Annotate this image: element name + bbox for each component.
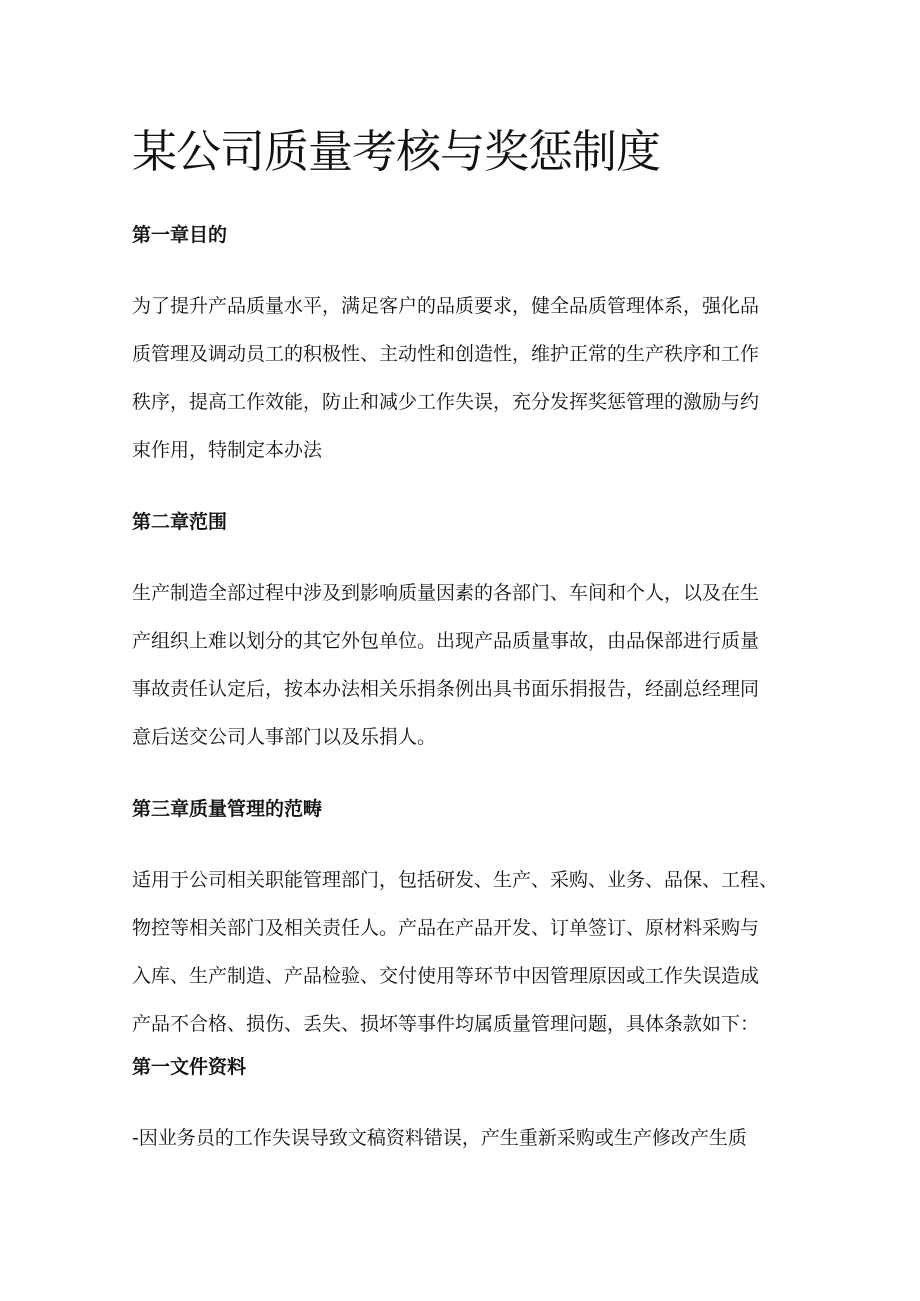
section-heading-documents: 第一文件资料 bbox=[132, 1056, 247, 1078]
body-line: 意后送交公司人事部门以及乐捐人。 bbox=[132, 726, 437, 748]
section-body-purpose bbox=[132, 282, 812, 474]
body-line: 束作用，特制定本办法 bbox=[132, 439, 323, 461]
section-heading-scope: 第二章范围 bbox=[132, 511, 228, 533]
body-line: 物控等相关部门及相关责任人。产品在产品开发、订单签订、原材料采购与 bbox=[132, 917, 760, 939]
section-body-scope bbox=[132, 569, 812, 761]
section-heading-purpose: 第一章目的 bbox=[132, 224, 228, 246]
body-line: 产品不合格、损伤、丢失、损坏等事件均属质量管理问题，具体条款如下： bbox=[132, 1013, 760, 1035]
body-line: 生产制造全部过程中涉及到影响质量因素的各部门、车间和个人，以及在生 bbox=[132, 582, 760, 604]
section-heading-quality-management: 第三章质量管理的范畴 bbox=[132, 798, 323, 820]
document-title: 某公司质量考核与奖惩制度 bbox=[132, 125, 661, 178]
section-body-quality-management bbox=[132, 856, 812, 1048]
body-line: 适用于公司相关职能管理部门，包括研发、生产、采购、业务、品保、工程、 bbox=[132, 869, 779, 891]
body-line: 产组织上难以划分的其它外包单位。出现产品质量事故，由品保部进行质量 bbox=[132, 630, 760, 652]
body-line: 为了提升产品质量水平，满足客户的品质要求，健全品质管理体系，强化品 bbox=[132, 295, 760, 317]
body-line: 质管理及调动员工的积极性、主动性和创造性，维护正常的生产秩序和工作 bbox=[132, 343, 760, 365]
body-line: 事故责任认定后，按本办法相关乐捐条例出具书面乐捐报告，经副总经理同 bbox=[132, 678, 760, 700]
body-line: -因业务员的工作失误导致文稿资料错误，产生重新采购或生产修改产生质 bbox=[132, 1127, 747, 1149]
body-line: 秩序，提高工作效能，防止和减少工作失误，充分发挥奖惩管理的激励与约 bbox=[132, 391, 760, 413]
section-body-documents bbox=[132, 1114, 812, 1162]
body-line: 入库、生产制造、产品检验、交付使用等环节中因管理原因或工作失误造成 bbox=[132, 965, 760, 987]
